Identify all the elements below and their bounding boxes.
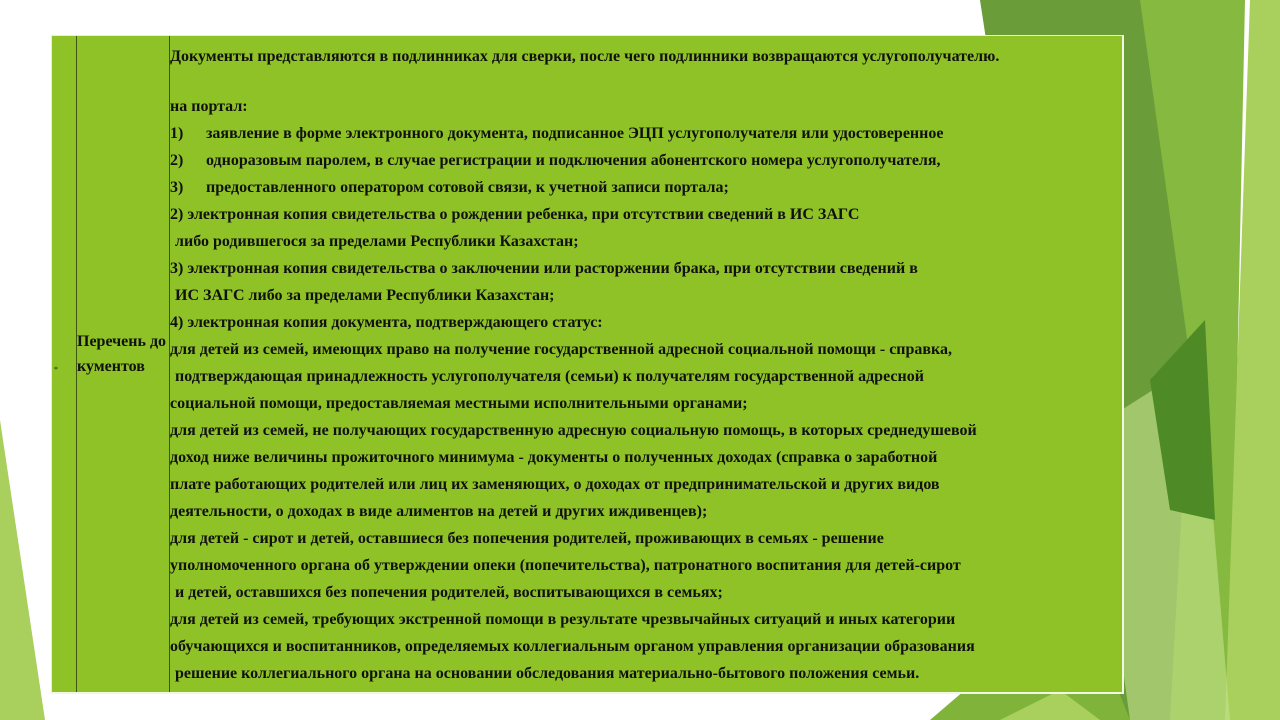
text-line: для детей из семей, требующих экстренной помощи в результате чрезвычайных ситуаций и иных категории [170, 611, 956, 628]
item-text: заявление в форме электронного документа, подписанное ЭЦП услугополучателя или удостоверенное [206, 125, 944, 142]
item-text: одноразовым паролем, в случае регистрации и подключения абонентского номера услугополучателя, [206, 152, 941, 169]
item-text: предоставленного оператором сотовой связи, к учетной записи портала; [206, 179, 729, 196]
text-line: социальной помощи, предоставляемая местными исполнительными органами; [170, 395, 748, 412]
text-line: для детей из семей, не получающих государственную адресную социальную помощь, в которых среднедушевой [170, 422, 977, 439]
text-line: уполномоченного органа об утверждении опеки (попечительства), патронатного воспитания для детей-сирот [170, 557, 961, 574]
text-line: для детей из семей, имеющих право на получение государственной адресной социальной помощи - справка, [170, 341, 953, 358]
text-line: деятельности, о доходах в виде алиментов на детей и других иждивенцев); [170, 503, 708, 520]
text-line: либо родившегося за пределами Республики Казахстан; [175, 233, 579, 250]
intro-paragraph: Документы представляются в подлинниках для сверки, после чего подлинники возвращаются услугополучателю. [170, 48, 1000, 65]
text-line: плате работающих родителей или лиц их заменяющих, о доходах от предпринимательской и других видов [170, 476, 940, 493]
label-cell [76, 36, 170, 692]
content-cell [170, 44, 1123, 690]
text-line: и детей, оставшихся без попечения родителей, воспитывающихся в семьях; [175, 584, 723, 601]
text-line: 2) электронная копия свидетельства о рождении ребенка, при отсутствии сведений в ИС ЗАГС [170, 206, 860, 223]
item-number: 1) [170, 125, 184, 142]
row-label: Перечень документов [77, 333, 167, 375]
numbered-item [170, 150, 1123, 177]
text-line: решение коллегиального органа на основании обследования материально-бытового положения семьи. [175, 665, 920, 682]
text-line: обучающихся и воспитанников, определяемых коллегиальным органом управления организации образования [170, 638, 975, 655]
text-line: 4) электронная копия документа, подтверждающего статус: [170, 314, 603, 331]
numbered-item [170, 177, 1123, 204]
numbered-item [170, 123, 1123, 150]
item-number: 3) [170, 179, 184, 196]
text-line: 3) электронная копия свидетельства о заключении или расторжении брака, при отсутствии сведений в [170, 260, 918, 277]
text-line: для детей - сирот и детей, оставшиеся без попечения родителей, проживающих в семьях - решение [170, 530, 884, 547]
row-number-cell [52, 36, 77, 692]
documents-table [51, 35, 1124, 694]
text-line: доход ниже величины прожиточного минимума - документы о полученных доходах (справка о заработной [170, 449, 938, 466]
left-bottom-triangle [0, 420, 45, 720]
row-number-mark: * [54, 365, 58, 374]
text-line: ИС ЗАГС либо за пределами Республики Казахстан; [175, 287, 555, 304]
item-number: 2) [170, 152, 184, 169]
text-line: подтверждающая принадлежность услугополучателя (семьи) к получателям государственной адресной [175, 368, 924, 385]
portal-heading: на портал: [170, 98, 248, 115]
